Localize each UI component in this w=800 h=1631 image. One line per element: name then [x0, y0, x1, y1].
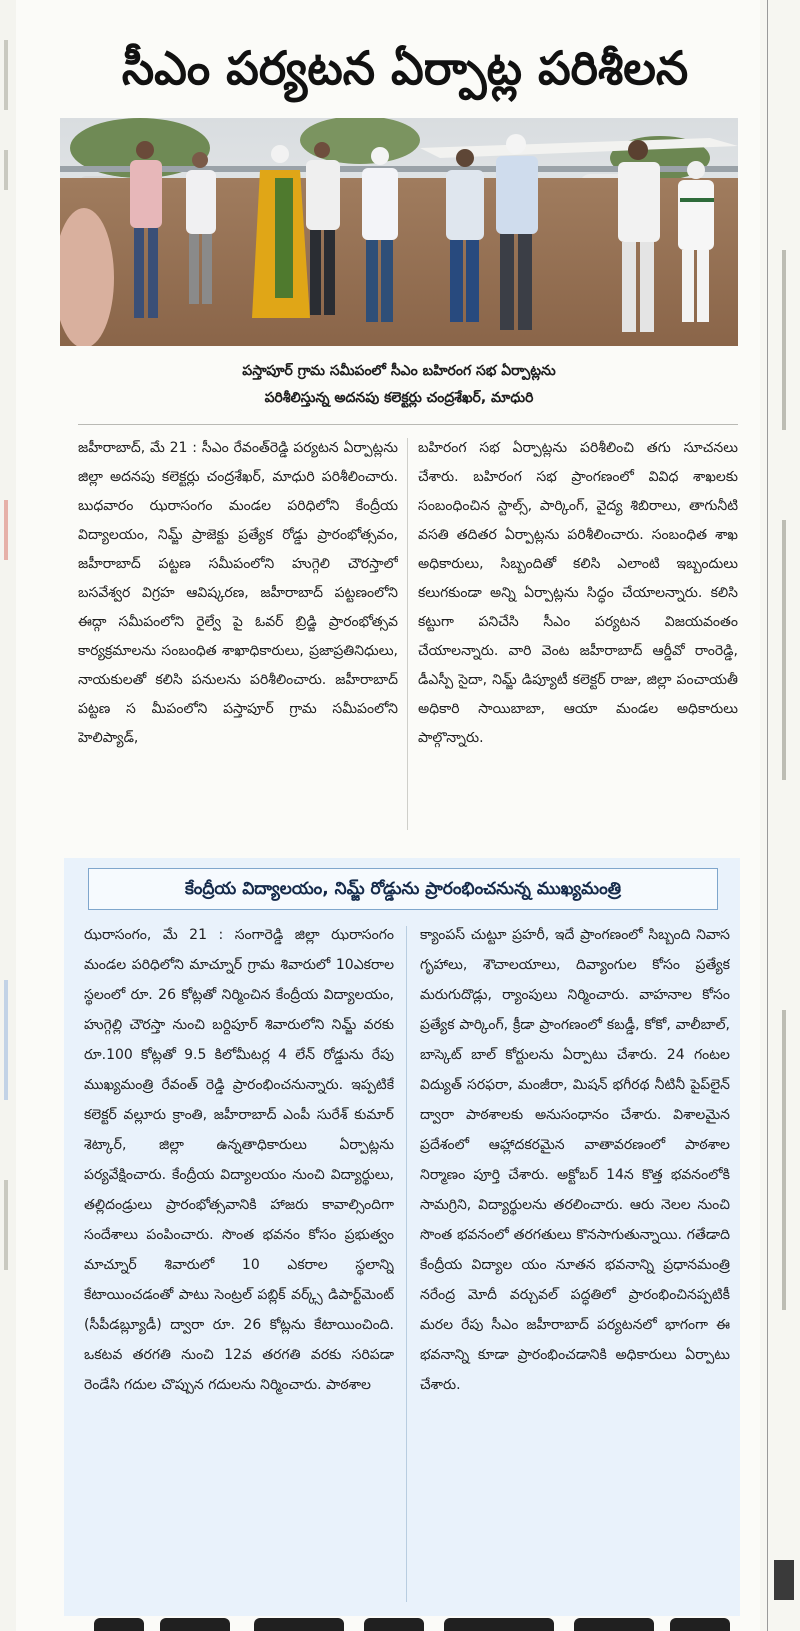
edge-text-fragment [782, 520, 786, 780]
cutoff-glyph [670, 1618, 730, 1631]
cutoff-glyph [364, 1618, 424, 1631]
edge-dark-fragment [774, 1560, 794, 1600]
cutoff-glyph [254, 1618, 344, 1631]
column-rule [767, 0, 768, 1631]
edge-text-fragment [782, 1010, 786, 1310]
caption-rule [78, 424, 738, 425]
sub-article-headline: కేంద్రీయ విద్యాలయం, నిమ్జ్ రోడ్డును ప్రారంభించనున్న ముఖ్యమంత్రి [88, 868, 718, 910]
cutoff-glyph [160, 1618, 230, 1631]
cutoff-glyph [574, 1618, 654, 1631]
article-text: జహీరాబాద్, మే 21 : సీఎం రేవంత్‌రెడ్డి పర్యటన ఏర్పాట్లను జిల్లా అదనపు కలెక్టర్లు చంద్రశేఖర్, మాధురి పరిశీలించారు. బుధవారం ఝరాసంగం మండల పరిధిలోని కేంద్రీయ విద్యాలయం, నిమ్జ్ ప్రాజెక్టు ప్రత్యేక రోడ్డు ప్రారంభోత్సవం, జహీరాబాద్ పట్టణ సమీపంలోని హుగ్గెలి చౌరస్తాలో బసవేశ్వర విగ్రహ ఆవిష్కరణ, జహీరాబాద్ పట్టణంలోని ఈద్గా సమీపంలోని రైల్వే పై ఓవర్ బ్రిడ్జి ప్రారంభోత్సవ కార్యక్రమాలను సంబంధిత శాఖాధికారులు, ప్రజాప్రతినిధులు, నాయకులతో కలిసి పనులను పరిశీలించారు. జహీరాబాద్ పట్టణ స మీపంలోని పస్తాపూర్ గ్రామ సమీపంలోని హెలిప్యాడ్, [78, 440, 398, 746]
sub-article-text: ఝరాసంగం, మే 21 : సంగారెడ్డి జిల్లా ఝరాసంగం మండల పరిధిలోని మాచ్నూర్ గ్రామ శివారులో 10ఎకరాల స్థలంలో రూ. 26 కోట్లతో నిర్మించిన కేంద్రీయ విద్యాలయం, హుగ్గెల్లి చౌరస్తా నుంచి బర్దిపూర్ శివారులోని నిమ్జ్ వరకు రూ.100 కోట్లతో 9.5 కిలోమీటర్ల 4 లేన్ రోడ్డును రేపు ముఖ్యమంత్రి రేవంత్ రెడ్డి ప్రారంభించనున్నారు. ఇప్పటికే కలెక్టర్ వల్లూరు క్రాంతి, జహీరాబాద్ ఎంపీ సురేశ్ కుమార్ శెట్కార్, జిల్లా ఉన్నతాధికారులు ఏర్పాట్లను పర్యవేక్షించారు. కేంద్రీయ విద్యాలయం నుంచి విద్యార్థులు, తల్లిదండ్రులు ప్రారంభోత్సవానికి హాజరు కావాల్సిందిగా సందేశాలు పంపించారు. సొంత భవనం కోసం ప్రభుత్వం మాచ్నూర్ శివారులో 10 ఎకరాల స్థలాన్ని కేటాయించడంతో పాటు సెంట్రల్ పబ్లిక్ వర్క్స్ డిపార్ట్‌మెంట్ (సీపీడబ్ల్యూడీ) ద్వారా రూ. 26 కోట్లను కేటాయించింది. ఒకటవ తరగతి నుంచి 12వ తరగతి వరకు సరిపడా రెండేసి గదుల చొప్పున గదులను నిర్మించారు. పాఠశాల [84, 927, 394, 1393]
edge-text-fragment [4, 1180, 8, 1270]
column-separator [407, 438, 408, 830]
adjacent-column-right [760, 0, 800, 1631]
article-text: బహిరంగ సభ ఏర్పాట్లను పరిశీలించి తగు సూచనలు చేశారు. బహిరంగ సభ ప్రాంగణంలో వివిధ శాఖలకు సంబంధించిన స్టాల్స్, పార్కింగ్, వైద్య శిబిరాలు, తాగునీటి వసతి తదితర ఏర్పాట్లను పరిశీలించారు. సంబంధిత శాఖ అధికారులు, సిబ్బందితో కలిసి ఎలాంటి ఇబ్బందులు కలుగకుండా అన్ని ఏర్పాట్లను సిద్ధం చేయాలన్నారు. కలిసి కట్టుగా పనిచేసి సీఎం పర్యటన విజయవంతం చేయాలన్నారు. వారి వెంట జహీరాబాద్ ఆర్డీవో రాంరెడ్డి, డీఎస్పీ సైదా, నిమ్జ్ డిప్యూటీ కలెక్టర్ రాజు, జిల్లా పంచాయతీ అధికారి సాయిబాబా, ఆయా మండల అధికారులు పాల్గొన్నారు. [418, 440, 738, 746]
caption-line: పరిశీలిస్తున్న అదనపు కలెక్టర్లు చంద్రశేఖర్, మాధురి [264, 390, 534, 406]
news-photo [60, 118, 738, 346]
sub-article-text: క్యాంపస్ చుట్టూ ప్రహరీ, ఇదే ప్రాంగణంలో సిబ్బంది నివాస గృహాలు, శౌచాలయాలు, దివ్యాంగుల కోసం ప్రత్యేక మరుగుదొడ్లు, ర్యాంపులు నిర్మించారు. వాహనాల కోసం ప్రత్యేక పార్కింగ్, క్రీడా ప్రాంగణంలో కబడ్డీ, కోకో, వాలీబాల్, బాస్కెట్ బాల్ కోర్టులను ఏర్పాటు చేశారు. 24 గంటల విద్యుత్ సరఫరా, మంజీరా, మిషన్ భగీరథ నీటినీ పైప్‌లైన్ ద్వారా పాఠశాలకు అనుసంధానం చేశారు. విశాలమైన ప్రదేశంలో ఆహ్లాదకరమైన వాతావరణంలో పాఠశాల నిర్మాణం పూర్తి చేశారు. అక్టోబర్ 14న కొత్త భవనంలోకి సామగ్రిని, విద్యార్థులను తరలించారు. ఆరు నెలల నుంచి సొంత భవనంలో తరగతులు కొనసాగుతున్నాయి. గతేడాది కేంద్రీయ విద్యాల యం నూతన భవనాన్ని ప్రధానమంత్రి నరేంద్ర మోదీ వర్చువల్ పద్ధతిలో ప్రారంభించినప్పటికీ మరల రేపు సీఎం జహీరాబాద్ పర్యటనలో భాగంగా ఈ భవనాన్ని కూడా ప్రారంభించడానికి అధికారులు ఏర్పాటు చేశారు. [420, 927, 730, 1393]
next-headline-cutoff [64, 1616, 740, 1631]
edge-text-fragment [782, 250, 786, 430]
cutoff-glyph [444, 1618, 554, 1631]
adjacent-column-left [0, 0, 16, 1631]
sub-article-column-left [84, 920, 394, 1608]
article-column-left [78, 434, 398, 829]
column-separator [406, 926, 407, 1602]
edge-color-fragment [4, 500, 8, 560]
edge-text-fragment [4, 150, 8, 190]
cutoff-glyph [94, 1618, 144, 1631]
article-headline: సీఎం పర్యటన ఏర్పాట్ల పరిశీలన [121, 41, 689, 95]
article-column-right [418, 434, 738, 829]
caption-line: పస్తాపూర్ గ్రామ సమీపంలో సీఎం బహిరంగ సభ ఏర్పాట్లను [242, 363, 556, 379]
sub-article-column-right [420, 920, 730, 1608]
edge-color-fragment [4, 980, 8, 1100]
photo-caption [60, 358, 738, 412]
edge-text-fragment [4, 40, 8, 110]
